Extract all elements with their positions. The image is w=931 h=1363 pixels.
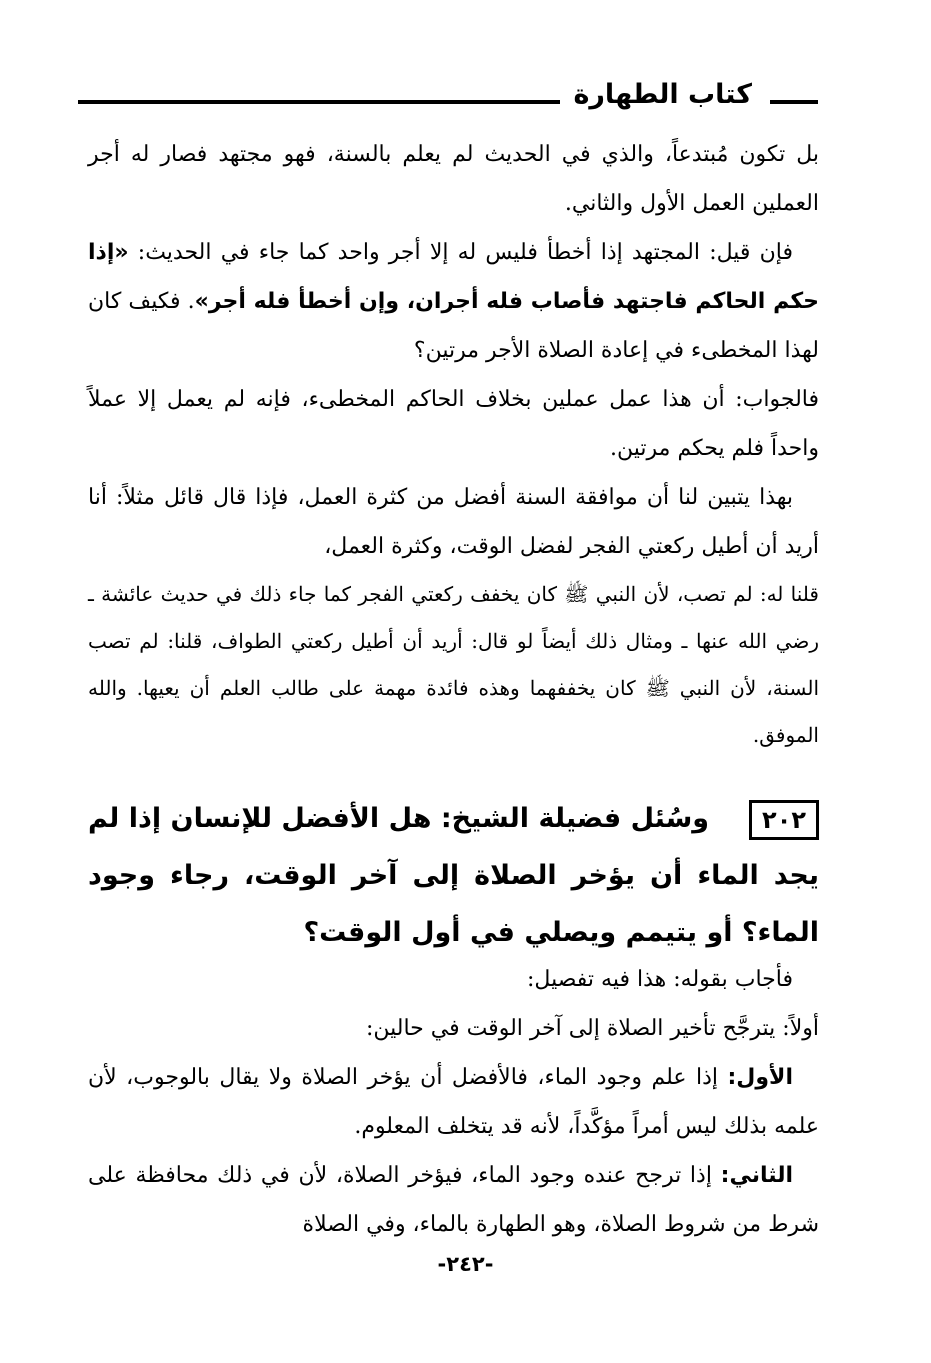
chapter-title: كتاب الطهارة: [573, 79, 752, 110]
question-number: ٢٠٢: [749, 800, 819, 840]
question-text: وسُئل فضيلة الشيخ: هل الأفضل للإنسان إذا لم يجد الماء أن يؤخر الصلاة إلى آخر الوقت، رجاء وجود الماء؟ أو يتيمم ويصلي في أول الوقت؟: [88, 803, 819, 948]
paragraph-text: فإن قيل: المجتهد إذا أخطأ فليس له إلا أجر واحد كما جاء في الحديث:: [137, 240, 793, 265]
answer-case: [88, 1053, 819, 1151]
paragraph-text: . فكيف كان لهذا المخطىء في إعادة الصلاة الأجر مرتين؟: [88, 289, 819, 363]
paragraph: قلنا له: لم تصب، لأن النبي ﷺ كان يخفف ركعتي الفجر كما جاء ذلك في حديث عائشة ـ رضي الله عنها ـ ومثال ذلك أيضاً لو قال: أريد أن أطيل ركعتي الطواف، قلنا: لم تصب السنة، لأن النبي ﷺ كان يخففهما وهذه فائدة مهمة على طالب العلم أن يعيها. والله الموفق.: [88, 582, 819, 747]
fatwa-answer: [88, 955, 819, 1249]
header-rule-left: [78, 100, 560, 104]
page-number: -٢٤٢-: [437, 1252, 494, 1276]
paragraph: بل تكون مُبتدعاً، والذي في الحديث لم يعلم بالسنة، فهو مجتهد فصار له أجر العملين العمل الأول والثاني.: [88, 142, 819, 216]
case-label: الثاني:: [720, 1163, 793, 1188]
fatwa-question: [88, 790, 819, 961]
case-label: الأول:: [727, 1065, 793, 1090]
body-text: [88, 130, 819, 759]
running-header: [78, 78, 818, 118]
hadith-quote: «إذا حكم الحاكم فاجتهد فأصاب فله أجران، وإن أخطأ فله أجر»: [88, 240, 819, 314]
answer-intro: فأجاب بقوله: هذا فيه تفصيل:: [527, 967, 793, 992]
case-text: إذا ترجح عنده وجود الماء، فيؤخر الصلاة، لأن في ذلك محافظة على شرط من شروط الصلاة، وهو الطهارة بالماء، وفي الصلاة: [88, 1163, 819, 1237]
case-text: إذا علم وجود الماء، فالأفضل أن يؤخر الصلاة ولا يقال بالوجوب، لأن علمه بذلك ليس أمراً مؤكَّداً، لأنه قد يتخلف المعلوم.: [88, 1065, 819, 1139]
answer-case: [88, 1151, 819, 1249]
paragraph: [88, 228, 819, 375]
paragraph: فالجواب: أن هذا عمل عملين بخلاف الحاكم المخطىء، فإنه لم يعمل إلا عملاً واحداً فلم يحكم مرتين.: [88, 387, 819, 461]
header-rule-right: [770, 100, 818, 104]
answer-heading: أولاً: يترجَّح تأخير الصلاة إلى آخر الوقت في حالين:: [365, 1016, 819, 1041]
paragraph: بهذا يتبين لنا أن موافقة السنة أفضل من كثرة العمل، فإذا قال قائل مثلاً: أنا أريد أن أطيل ركعتي الفجر لفضل الوقت، وكثرة العمل،: [88, 485, 819, 559]
